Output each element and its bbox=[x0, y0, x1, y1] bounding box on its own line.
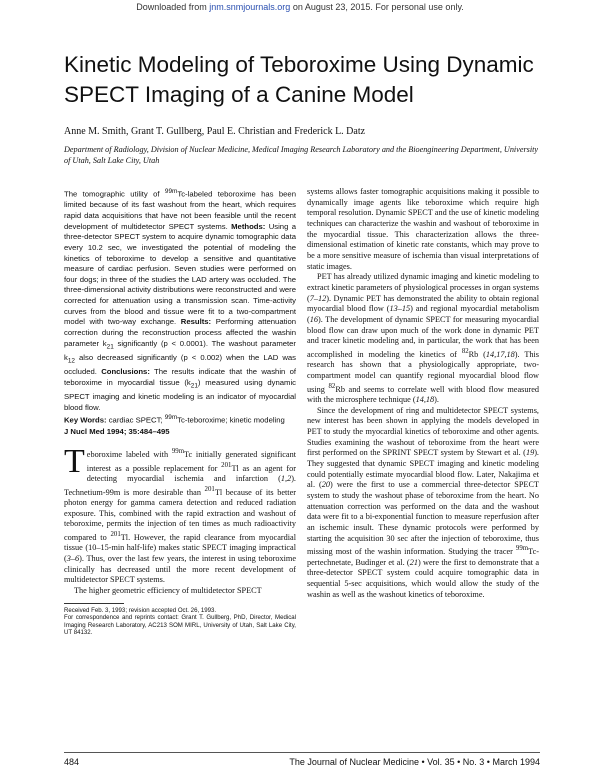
page-footer bbox=[64, 752, 540, 767]
keywords: Key Words: cardiac SPECT; $^{99m}$Tc-teboroxime; kinetic modeling bbox=[64, 414, 285, 425]
body-paragraph-2: PET has already utilized dynamic imaging and kinetic modeling to extract kinetic parameters of physiological processes in organ systems (7–12). Dynamic PET has demonstrated the ability to obtain regional myocardial blood flow (13–15) and regional myocardial metabolism (16). The development of dynamic SPECT for measuring myocardial blood flow can draw upon much of the work done in dynamic PET and tracer kinetic modeling and, in particular, the work that has been accomplished in modeling the kinetics of $^{82}$Rb (14,17,18). This research has shown that a physiologically appropriate, two-compartment model can quantify regional myocardial blood flow using $^{82}$Rb and seems to correlate well with blood flow measured with the microsphere technique (14,18). bbox=[307, 272, 540, 404]
banner-prefix: Downloaded from bbox=[136, 2, 207, 12]
article-title: Kinetic Modeling of Teboroxime Using Dynamic SPECT Imaging of a Canine Model bbox=[64, 52, 534, 107]
left-column bbox=[64, 187, 296, 637]
results-label: Results: bbox=[180, 317, 212, 327]
footnote-rule bbox=[64, 603, 124, 604]
page-number: 484 bbox=[64, 757, 80, 767]
body-paragraph-3: Since the development of ring and multidetector SPECT systems, new interest has been shown in applying the models developed in PET to study the myocardial kinetics of teboroxime and other agents. Studies examining the washout of teboroxime from the heart were first performed on the SPRINT SPECT system by Stewart et al. (19). They suggested that dynamic SPECT imaging and kinetic modeling could potentially estimate myocardial blood flow. Later, Nakajima et al. (20) were the first to use a commercial three-detector SPECT system to study the washout phase of teboroxime from the heart. No attenuation correction was performed on the data and the washout data were fit to a bi-exponential function to measure reperfusion after an ischemic insult. These dynamic protocols were performed by starting the acquisition 30 sec after the injection of teboroxime, thus missing most of the washin information. Studying the tracer $^{99m}$Tc-pertechnetate, Budinger et al. (21) were the first to demonstrate that a three-detector SPECT system could acquire tomographic data in sequential 5-sec acquisitions, which would allow the study of the washin as well as the washout kinetics of teboroxime. bbox=[307, 405, 540, 599]
abstract-paragraph: The tomographic utility of $^{99m}$Tc-labeled teboroxime has been limited because of its fast washout from the heart, which requires rapid data acquisitions that have not been feasible until the recent development of multidetector SPECT systems. Methods: Using a three-detector SPECT system to acquire dynamic tomographic data every 10.2 sec, we investigated the potential of modeling the kinetics of teboroxime to develop a sensitive and quantitative measure of cardiac perfusion. Seven studies were performed on four dogs; in three of the studies the LAD artery was occluded. The three-dimensional activity distributions were reconstructed and were corrected for attenuation using a transmission scan. Time-activity curves from the blood and tissue were fit to a two-compartment model with two-way exchange. Results: Performing attenuation correction during the reconstruction process affected the washin parameter $k_{21}$ significantly (p < 0.0001). The washout parameter $k_{12}$ also decreased significantly (p < 0.002) when the LAD was occluded. Conclusions: The results indicate that the washin of teboroxime in myocardial tissue $(k_{21})$ measured using dynamic SPECT imaging and kinetic modeling is an indicator of myocardial blood flow. bbox=[64, 188, 296, 412]
intro-text bbox=[64, 443, 296, 597]
author-list: Anne M. Smith, Grant T. Gullberg, Paul E. Christian and Frederick L. Datz bbox=[64, 126, 366, 137]
journal-issue: The Journal of Nuclear Medicine • Vol. 35 • No. 3 • March 1994 bbox=[289, 757, 540, 767]
footnotes bbox=[64, 607, 296, 637]
journal-citation: J Nucl Med 1994; 35:484–495 bbox=[64, 426, 170, 436]
banner-site-link[interactable]: jnm.snmjournals.org bbox=[209, 2, 291, 12]
conclusions-label: Conclusions: bbox=[101, 367, 150, 377]
intro-paragraph: Teboroxime labeled with $^{99m}$Tc initially generated significant interest as a possible replacement for $^{201}$Tl as an agent for detecting myocardial ischemia and infarction (1,2). Technetium-99m is more desirable than $^{201}$Tl because of its better photon energy for gamma camera detection and reduced radiation exposure. This, combined with the rapid extraction and washout of teboroxime, permits the injection of ten times as much radioactivity compared to $^{201}$Tl. However, the rapid clearance from myocardial tissue (10–15-min half-life) makes static SPECT imaging impractical (3–6). Thus, over the last few years, the interest in using teboroxime clinically has decreased until the more recent development of multidetector SPECT systems. bbox=[64, 443, 296, 585]
abstract bbox=[64, 187, 296, 437]
affiliation: Department of Radiology, Division of Nuclear Medicine, Medical Imaging Research Laboratory and the Bioengineering Department, University of Utah, Salt Lake City, Utah bbox=[64, 145, 539, 165]
banner-suffix: on August 23, 2015. For personal use only. bbox=[292, 2, 464, 12]
methods-label: Methods: bbox=[231, 221, 266, 231]
body-paragraph-1: systems allows faster tomographic acquisitions making it possible to dynamically image agents like teboroxime which require high temporal resolution. Dynamic SPECT and the use of kinetic modeling techniques can characterize the washin and washout of teboroxime in the myocardial tissue. This characterization allows the three-dimensional estimation of kinetic rate constants, which may prove to be a more sensitive measure of ischemia than visual interpretations of static images. bbox=[307, 187, 539, 271]
correspondence-note: For correspondence and reprints contact: Grant T. Gullberg, PhD, Director, Medical Imaging Research Laboratory, AC213 SOM MIRL, University of Utah, Salt Lake City, UT 84132. bbox=[64, 614, 296, 637]
drop-cap: T bbox=[64, 443, 85, 481]
download-banner bbox=[0, 2, 600, 12]
received-note: Received Feb. 3, 1993; revision accepted Oct. 26, 1993. bbox=[64, 606, 217, 614]
intro-paragraph-2: The higher geometric efficiency of multidetector SPECT bbox=[74, 586, 262, 596]
right-column bbox=[307, 187, 539, 600]
